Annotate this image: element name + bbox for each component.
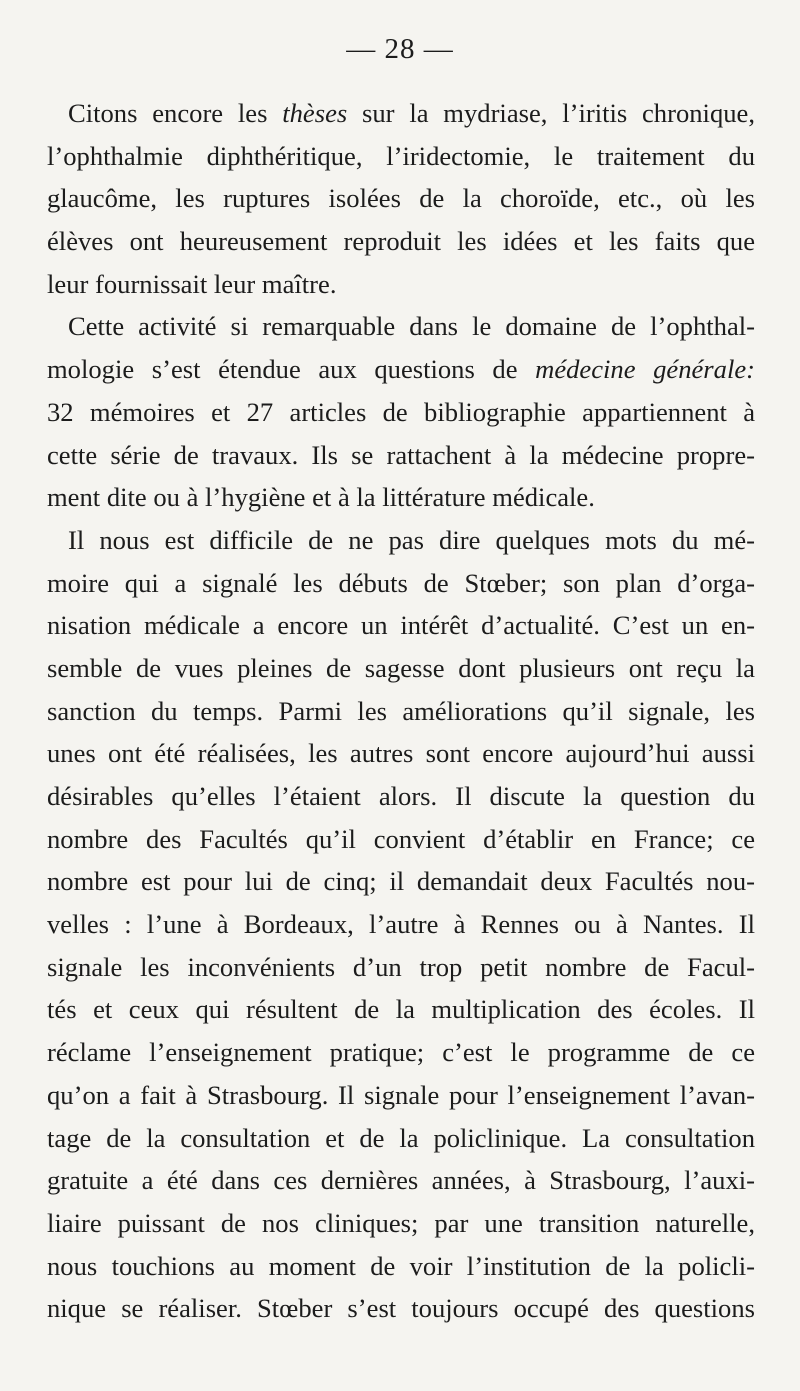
text-line: [47, 988, 755, 1031]
text-line: [47, 562, 755, 605]
text-segment: leur fournissait leur maître.: [47, 268, 337, 299]
text-line: [47, 1287, 755, 1330]
text-segment: gratuite a été dans ces dernières années, à Strasbourg, l’auxi-: [47, 1165, 755, 1196]
text-line: [47, 1159, 755, 1202]
text-segment: unes ont été réalisées, les autres sont encore aujourd’hui aussi: [47, 738, 755, 769]
text-line: [47, 434, 755, 477]
text-line: [47, 519, 755, 562]
text-line: [47, 177, 755, 220]
text-segment: liaire puissant de nos cliniques; par une transition naturelle,: [47, 1207, 755, 1238]
text-segment: désirables qu’elles l’étaient alors. Il discute la question du: [47, 781, 755, 811]
text-segment: cette série de travaux. Ils se rattachent à la médecine propre-: [47, 439, 755, 470]
text-line: [47, 775, 755, 818]
text-segment: élèves ont heureusement reproduit les idées et les faits que: [47, 226, 755, 257]
text-line: [47, 1031, 755, 1074]
text-segment: Citons encore les: [68, 98, 283, 128]
text-segment: moire qui a signalé les débuts de Stœber; son plan d’orga-: [47, 567, 755, 598]
italic-text: médecine générale:: [535, 354, 755, 385]
text-line: [47, 92, 755, 135]
page-number: — 28 —: [346, 33, 454, 65]
text-segment: sur la mydriase, l’iritis chronique,: [347, 98, 755, 128]
text-segment: nous touchions au moment de voir l’institution de la policli-: [47, 1250, 755, 1281]
text-line: [47, 263, 755, 306]
text-line: [47, 476, 755, 519]
text-segment: sanction du temps. Parmi les améliorations qu’il signale, les: [47, 695, 755, 726]
italic-text: thèses: [282, 98, 348, 128]
text-line: [47, 391, 755, 434]
text-line: [47, 732, 755, 775]
text-segment: qu’on a fait à Strasbourg. Il signale pour l’enseignement l’avan-: [47, 1079, 755, 1110]
text-line: [47, 604, 755, 647]
text-segment: l’ophthalmie diphthéritique, l’iridectomie, le traitement du: [47, 140, 755, 171]
text-segment: velles : l’une à Bordeaux, l’autre à Rennes ou à Nantes. Il: [47, 909, 755, 940]
text-line: [47, 1202, 755, 1245]
text-segment: réclame l’enseignement pratique; c’est le programme de ce: [47, 1037, 755, 1068]
text-line: [47, 305, 755, 348]
text-line: [47, 946, 755, 989]
text-segment: semble de vues pleines de sagesse dont plusieurs ont reçu la: [47, 652, 755, 683]
text-segment: mologie s’est étendue aux questions de: [47, 354, 536, 385]
text-segment: nisation médicale a encore un intérêt d’actualité. C’est un en-: [47, 610, 755, 641]
text-line: [47, 220, 755, 263]
text-segment: tage de la consultation et de la policlinique. La consultation: [47, 1122, 755, 1153]
text-segment: nique se réaliser. Stœber s’est toujours occupé des questions: [47, 1293, 755, 1324]
text-line: [47, 647, 755, 690]
text-line: [47, 1245, 755, 1288]
text-line: [47, 818, 755, 861]
text-segment: signale les inconvénients d’un trop petit nombre de Facul-: [47, 951, 755, 982]
text-line: [47, 1074, 755, 1117]
text-line: [47, 903, 755, 946]
text-line: [47, 860, 755, 903]
text-segment: ment dite ou à l’hygiène et à la littérature médicale.: [47, 482, 595, 513]
text-line: [47, 348, 755, 391]
text-line: [47, 1117, 755, 1160]
text-segment: glaucôme, les ruptures isolées de la choroïde, etc., où les: [47, 183, 755, 214]
text-segment: nombre est pour lui de cinq; il demandait deux Facultés nou-: [47, 866, 755, 897]
text-segment: Cette activité si remarquable dans le domaine de l’ophthal-: [68, 311, 755, 342]
body-text: [47, 92, 755, 1330]
text-segment: tés et ceux qui résultent de la multiplication des écoles. Il: [47, 994, 755, 1025]
text-line: [47, 135, 755, 178]
text-line: [47, 690, 755, 733]
text-segment: 32 mémoires et 27 articles de bibliographie appartiennent à: [47, 396, 755, 427]
text-segment: nombre des Facultés qu’il convient d’établir en France; ce: [47, 823, 755, 854]
text-segment: Il nous est difficile de ne pas dire quelques mots du mé-: [68, 524, 755, 555]
